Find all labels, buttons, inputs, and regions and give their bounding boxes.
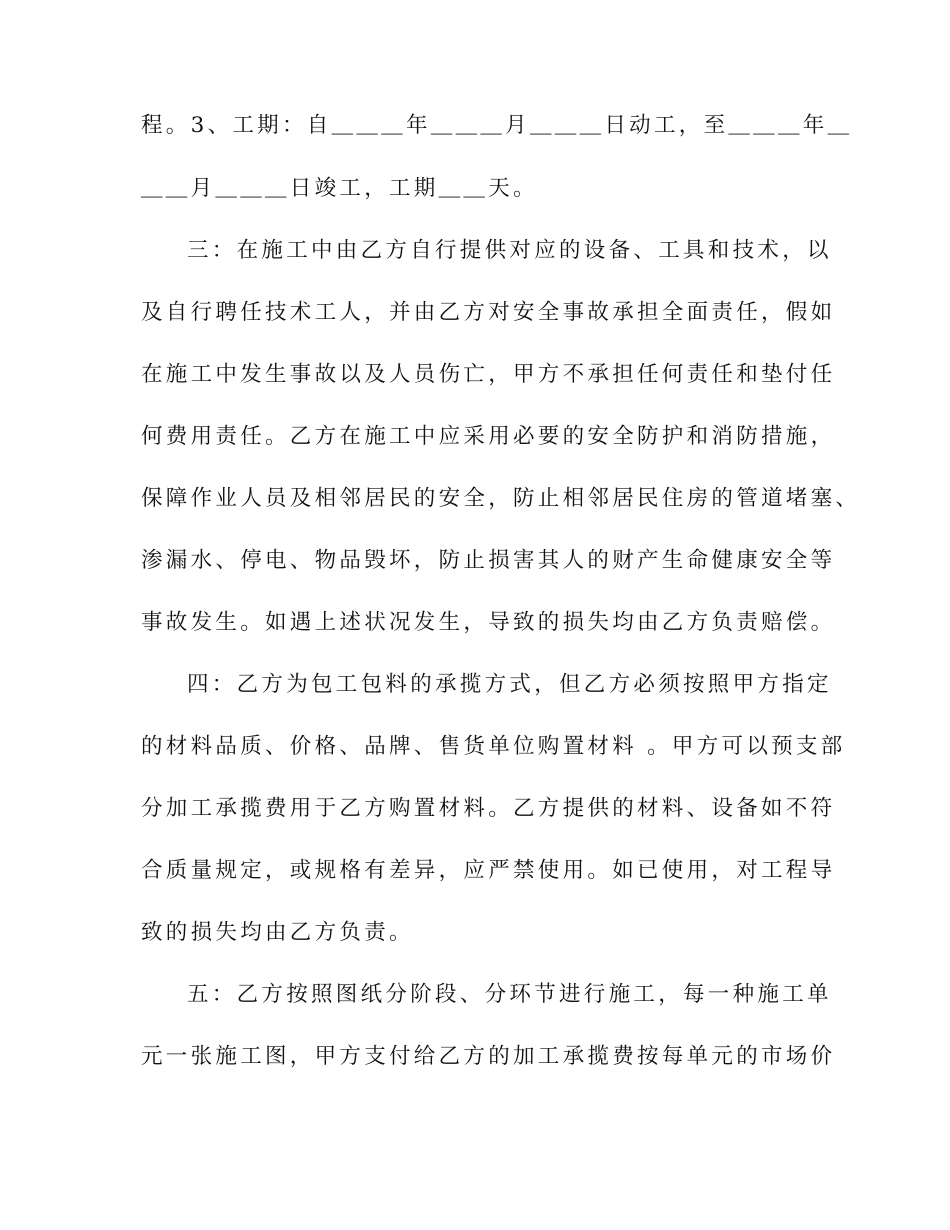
text-line: 合质量规定，或规格有差异，应严禁使用。如已使用，对工程导 — [141, 858, 836, 883]
text-line: 分加工承揽费用于乙方购置材料。乙方提供的材料、设备如不符 — [141, 796, 836, 821]
text-line: 事故发生。如遇上述状况发生，导致的损失均由乙方负责赔偿。 — [141, 610, 836, 635]
text-line: ＿＿月＿＿＿日竣工，工期＿＿天。 — [141, 176, 538, 201]
text-line: 保障作业人员及相邻居民的安全，防止相邻居民住房的管道堵塞、 — [141, 486, 861, 511]
text-line: 元一张施工图，甲方支付给乙方的加工承揽费按每单元的市场价 — [141, 1044, 836, 1069]
text-line: 的材料品质、价格、品牌、售货单位购置材料 。甲方可以预支部 — [141, 734, 846, 759]
text-line: 渗漏水、停电、物品毁坏，防止损害其人的财产生命健康安全等 — [141, 548, 836, 573]
text-line: 及自行聘任技术工人，并由乙方对安全事故承担全面责任，假如 — [141, 300, 836, 325]
paragraph-3-start: 三：在施工中由乙方自行提供对应的设备、工具和技术，以 — [187, 238, 832, 263]
paragraph-5-start: 五：乙方按照图纸分阶段、分环节进行施工，每一种施工单 — [187, 982, 832, 1007]
paragraph-4-start: 四：乙方为包工包料的承揽方式，但乙方必须按照甲方指定 — [187, 672, 832, 697]
text-line: 程。3、工期：自＿＿＿年＿＿＿月＿＿＿日动工，至＿＿＿年＿ — [141, 113, 853, 138]
text-line: 在施工中发生事故以及人员伤亡，甲方不承担任何责任和垫付任 — [141, 362, 836, 387]
text-line: 致的损失均由乙方负责。 — [141, 920, 414, 945]
text-line: 何费用责任。乙方在施工中应采用必要的安全防护和消防措施， — [141, 424, 836, 449]
